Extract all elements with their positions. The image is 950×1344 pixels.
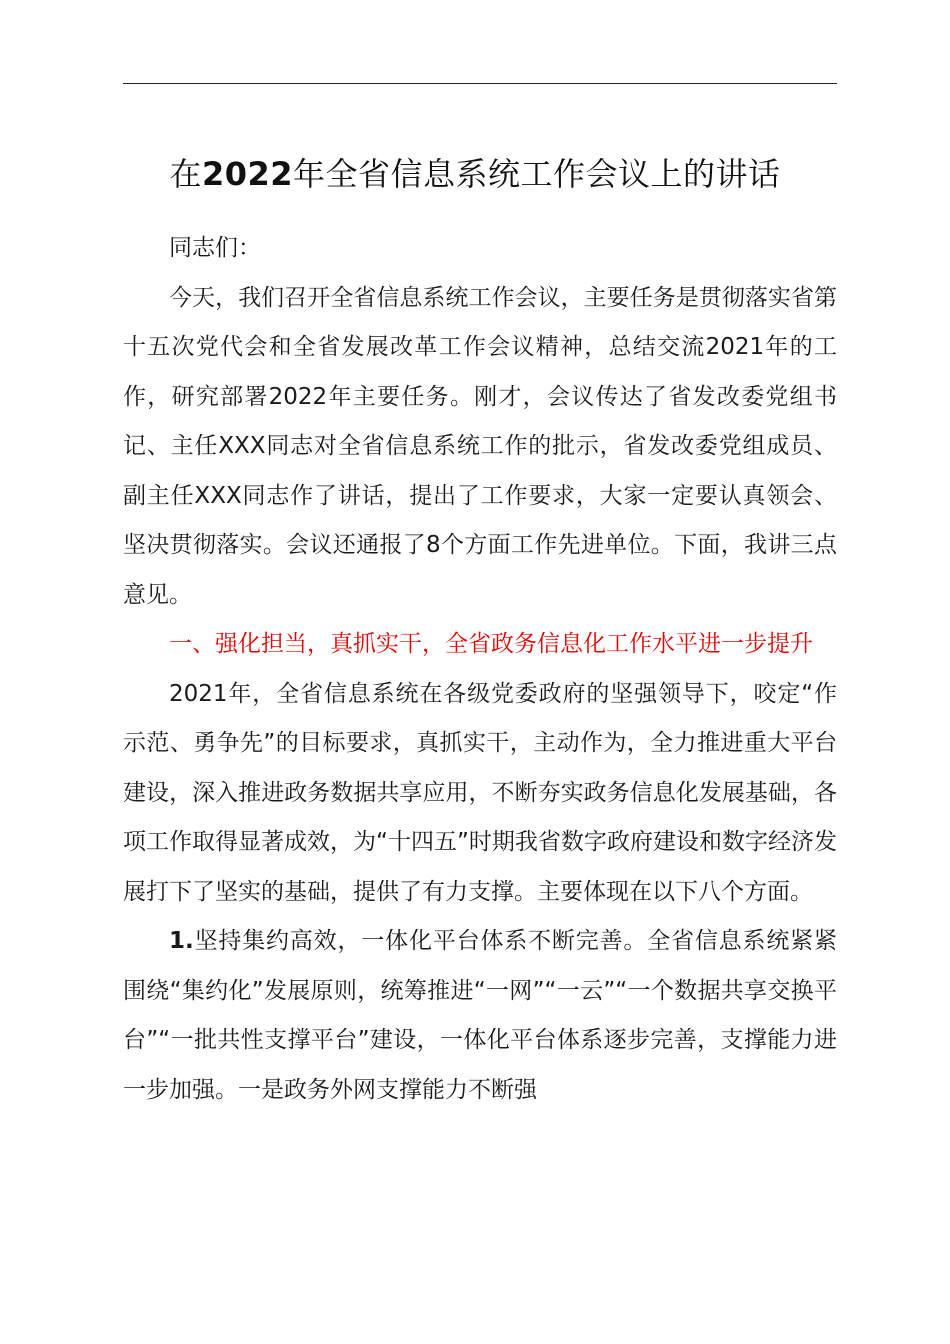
document-body bbox=[123, 224, 837, 1115]
title-year: 2022 bbox=[201, 155, 294, 193]
page-title bbox=[0, 148, 950, 200]
title-prefix: 在 bbox=[169, 155, 202, 193]
intro-paragraph: 今天，我们召开全省信息系统工作会议，主要任务是贯彻落实省第十五次党代会和全省发展改革工作会议精神，总结交流2021年的工作，研究部署2022年主要任务。刚才，会议传达了省发改委党组书记、主任XXX同志对全省信息系统工作的批示，省发改委党组成员、副主任XXX同志作了讲话，提出了工作要求，大家一定要认真领会、坚决贯彻落实。会议还通报了8个方面工作先进单位。下面，我讲三点意见。 bbox=[123, 284, 837, 608]
header-rule bbox=[123, 83, 837, 84]
section-heading: 一、强化担当，真抓实干，全省政务信息化工作水平进一步提升 bbox=[169, 631, 813, 657]
item-number: 1. bbox=[169, 928, 194, 954]
salutation: 同志们： bbox=[169, 235, 261, 261]
section-paragraph: 2021年，全省信息系统在各级党委政府的坚强领导下，咬定“作示范、勇争先”的目标要求，真抓实干，主动作为，全力推进重大平台建设，深入推进政务数据共享应用，不断夯实政务信息化发展基础，各项工作取得显著成效，为“十四五”时期我省数字政府建设和数字经济发展打下了坚实的基础，提供了有力支撑。主要体现在以下八个方面。 bbox=[123, 680, 837, 905]
item-paragraph bbox=[123, 917, 837, 1115]
title-suffix: 年全省信息系统工作会议上的讲话 bbox=[293, 155, 781, 193]
item-text: 坚持集约高效，一体化平台体系不断完善。全省信息系统紧紧围绕“集约化”发展原则，统筹推进“一网”“一云”“一个数据共享交换平台”“一批共性支撑平台”建设，一体化平台体系逐步完善，支撑能力进一步加强。一是政务外网支撑能力不断强 bbox=[123, 928, 837, 1103]
